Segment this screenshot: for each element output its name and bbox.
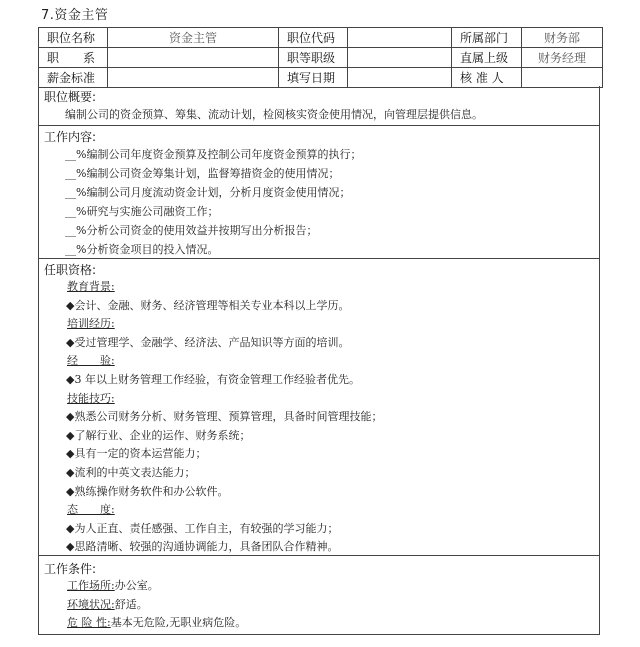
skills-heading: 技能技巧:: [67, 391, 115, 405]
duty-item: __%编制公司年度资金预算及控制公司年度资金预算的执行；: [65, 148, 362, 161]
attitude-heading: 态 度:: [67, 503, 115, 517]
section-overview: [38, 86, 600, 126]
condition-label: 危 险 性:: [67, 616, 111, 629]
info-label: 职位代码: [279, 28, 348, 48]
skills-item: ◆熟练操作财务软件和办公软件。: [66, 484, 229, 498]
info-label: 直属上级: [452, 48, 522, 68]
info-row: [39, 48, 603, 68]
overview-title: 职位概要:: [44, 90, 97, 104]
info-label: 职位名称: [39, 28, 108, 48]
condition-value: 舒适。: [114, 597, 148, 611]
job-info-table: [38, 27, 603, 88]
info-label: 薪金标准: [39, 68, 108, 88]
info-value: 资金主管: [108, 28, 279, 48]
condition-label: 环境状况:: [67, 597, 115, 611]
duty-item: __%编制公司月度流动资金计划，分析月度资金使用情况；: [65, 186, 351, 199]
document-title: 7.资金主管: [41, 8, 109, 23]
section-duties: [38, 126, 600, 259]
info-row: [39, 68, 603, 88]
training-heading: 培训经历:: [67, 317, 115, 331]
skills-item: ◆了解行业、企业的运作、财务系统；: [66, 428, 251, 442]
condition-row: [67, 614, 246, 630]
duties-title: 工作内容:: [44, 130, 97, 144]
info-value: [348, 28, 452, 48]
duty-item: __%编制公司资金筹集计划，监督筹措资金的使用情况；: [65, 167, 340, 180]
overview-text: 编制公司的资金预算、筹集、流动计划，检阅核实资金使用情况，向管理层提供信息。: [65, 108, 483, 121]
info-label: 核 准 人: [452, 68, 522, 88]
info-value: [522, 68, 603, 88]
info-value: [348, 68, 452, 88]
info-value: [348, 48, 452, 68]
condition-row: [67, 577, 159, 593]
skills-item: ◆熟悉公司财务分析、财务管理、预算管理，具备时间管理技能；: [66, 410, 383, 424]
info-row: [39, 28, 603, 48]
attitude-item: ◆为人正直、责任感强、工作自主，有较强的学习能力；: [66, 521, 339, 535]
conditions-title: 工作条件:: [44, 562, 97, 576]
duty-item: __%研究与实施公司融资工作；: [65, 205, 219, 218]
info-label: 所属部门: [452, 28, 522, 48]
info-label: 填写日期: [279, 68, 348, 88]
info-label: 职等职级: [279, 48, 348, 68]
condition-value: 基本无危险,无职业病危险。: [110, 616, 247, 629]
duty-item: __%分析资金项目的投入情况。: [65, 243, 219, 256]
info-value: 财务经理: [522, 48, 603, 68]
info-label: 职 系: [39, 48, 108, 68]
section-qualifications: [38, 259, 600, 556]
skills-item: ◆流利的中英文表达能力；: [66, 466, 196, 479]
condition-label: 工作场所:: [67, 579, 115, 592]
experience-heading: 经 验:: [67, 354, 115, 368]
qualifications-title: 任职资格:: [44, 263, 97, 277]
training-item: ◆受过管理学、金融学、经济法、产品知识等方面的培训。: [66, 335, 350, 349]
duty-item: __%分析公司资金的使用效益并按期写出分析报告；: [65, 224, 318, 237]
experience-item: ◆3 年以上财务管理工作经验，有资金管理工作经验者优先。: [66, 373, 360, 386]
info-value: 财务部: [522, 28, 603, 48]
skills-item: ◆具有一定的资本运营能力；: [66, 447, 207, 461]
info-value: [108, 48, 279, 68]
condition-row: [67, 596, 148, 612]
condition-value: 办公室。: [114, 579, 159, 592]
attitude-item: ◆思路清晰、较强的沟通协调能力，具备团队合作精神。: [66, 540, 339, 554]
education-item: ◆会计、金融、财务、经济管理等相关专业本科以上学历。: [66, 298, 350, 312]
info-value: [108, 68, 279, 88]
education-heading: 教育背景:: [67, 280, 115, 293]
section-conditions: [38, 556, 600, 635]
